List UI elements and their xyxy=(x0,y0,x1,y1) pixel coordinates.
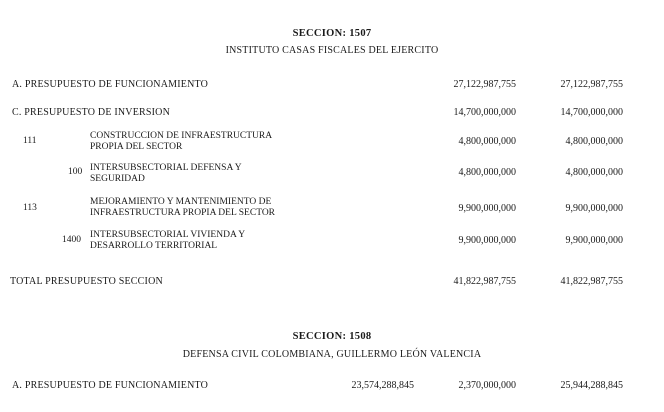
item-col1: 9,900,000,000 xyxy=(458,203,516,214)
item-code: 113 xyxy=(23,203,37,213)
inversion-col1: 14,700,000,000 xyxy=(453,107,516,118)
item-description xyxy=(90,230,245,252)
entity-name: DEFENSA CIVIL COLOMBIANA, GUILLERMO LEÓN VALENCIA xyxy=(182,349,482,360)
item-line1: INTERSUBSECTORIAL VIVIENDA Y xyxy=(90,230,246,240)
item-line2: SEGURIDAD xyxy=(90,174,145,184)
item-col1: 4,800,000,000 xyxy=(458,136,516,147)
item-code: 111 xyxy=(23,136,37,146)
item-line1: CONSTRUCCION DE INFRAESTRUCTURA xyxy=(90,131,273,141)
item-col1: 9,900,000,000 xyxy=(458,235,516,246)
funcionamiento-col2: 27,122,987,755 xyxy=(560,79,623,90)
section-header: SECCION: 1507 xyxy=(292,28,372,39)
item-col2: 9,900,000,000 xyxy=(565,235,623,246)
total-col1: 41,822,987,755 xyxy=(453,276,516,287)
section-header: SECCION: 1508 xyxy=(292,331,372,342)
item-col2: 4,800,000,000 xyxy=(565,167,623,178)
item-code: 1400 xyxy=(62,235,81,245)
total-label: TOTAL PRESUPUESTO SECCION xyxy=(10,276,163,287)
total-col2: 41,822,987,755 xyxy=(560,276,623,287)
funcionamiento-col1: 2,370,000,000 xyxy=(458,380,516,391)
item-description xyxy=(90,131,272,153)
item-line2: INFRAESTRUCTURA PROPIA DEL SECTOR xyxy=(90,208,276,218)
item-col1: 4,800,000,000 xyxy=(458,167,516,178)
item-code: 100 xyxy=(68,167,83,177)
item-description xyxy=(90,163,242,185)
inversion-label: C. PRESUPUESTO DE INVERSION xyxy=(12,107,171,118)
inversion-col2: 14,700,000,000 xyxy=(560,107,623,118)
item-col2: 9,900,000,000 xyxy=(565,203,623,214)
item-line2: PROPIA DEL SECTOR xyxy=(90,142,183,152)
funcionamiento-col2: 25,944,288,845 xyxy=(560,380,623,391)
funcionamiento-col1: 27,122,987,755 xyxy=(453,79,516,90)
item-line1: MEJORAMIENTO Y MANTENIMIENTO DE xyxy=(90,197,272,207)
item-line1: INTERSUBSECTORIAL DEFENSA Y xyxy=(90,163,242,173)
item-description xyxy=(90,197,275,219)
funcionamiento-col0: 23,574,288,845 xyxy=(351,380,414,391)
funcionamiento-label: A. PRESUPUESTO DE FUNCIONAMIENTO xyxy=(12,79,209,90)
item-line2: DESARROLLO TERRITORIAL xyxy=(90,241,218,251)
item-col2: 4,800,000,000 xyxy=(565,136,623,147)
funcionamiento-label: A. PRESUPUESTO DE FUNCIONAMIENTO xyxy=(12,380,209,391)
entity-name: INSTITUTO CASAS FISCALES DEL EJERCITO xyxy=(225,45,439,56)
